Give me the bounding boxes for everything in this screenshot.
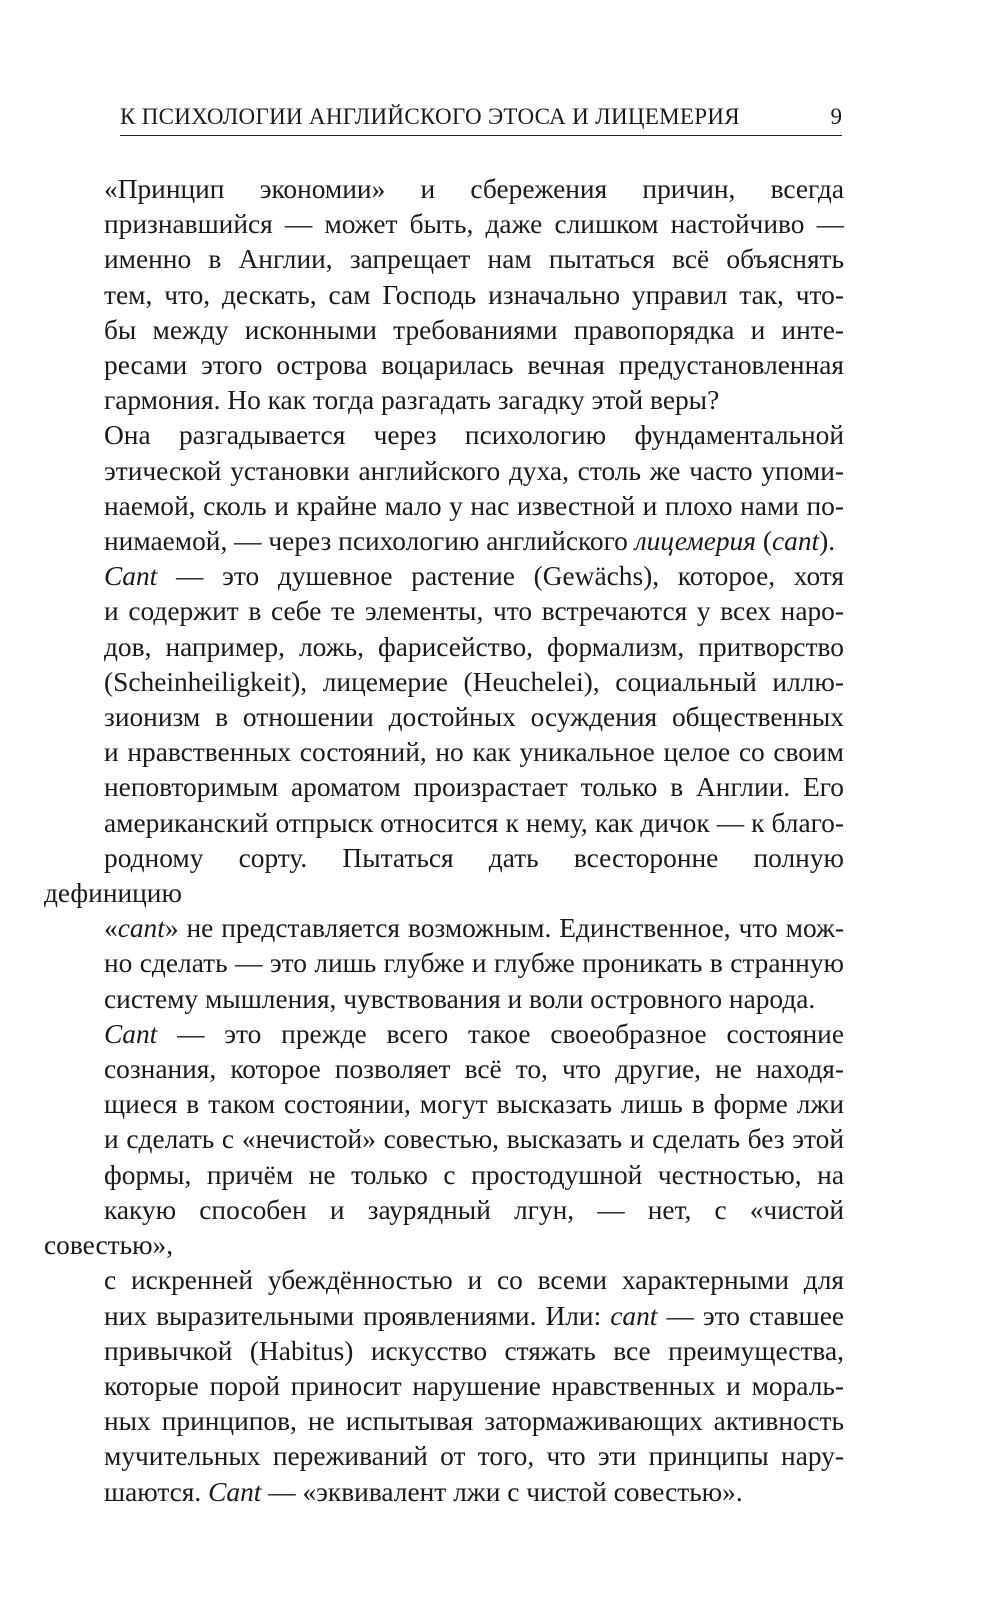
text-line: и содержит в себе те элементы, что встречаются у всех наро-: [104, 596, 844, 627]
text-run: — это ставшее: [657, 1300, 845, 1331]
text-line: ресами этого острова воцарилась вечная предустановленная: [104, 350, 844, 381]
text-line: гармония. Но как тогда разгадать загадку этой веры?: [104, 385, 720, 416]
body-text: [44, 172, 844, 1510]
text-line: ных принципов, не испытывая затормаживающих активность: [104, 1406, 844, 1437]
text-run: — это прежде всего такое своеобразное состояние: [157, 1018, 844, 1049]
text-line: (Scheinheiligkeit), лицемерие (Heuchelei), социальный иллю-: [104, 666, 844, 697]
text-run: — это душевное растение (Gewächs), которое, хотя: [157, 561, 844, 592]
text-run: — «эквивалент лжи с чистой совестью».: [261, 1476, 743, 1507]
page-number: 9: [830, 104, 842, 129]
italic-term: лицемерия: [634, 526, 756, 557]
text-line: наемой, сколь и крайне мало у нас известной и плохо нами по-: [104, 490, 844, 521]
text-line: «Принцип экономии» и сбережения причин, всегда: [104, 174, 844, 204]
text-line: дов, например, ложь, фарисейство, формализм, притворство: [104, 631, 844, 662]
italic-term: Cant: [208, 1476, 262, 1507]
text-run: них выразительными проявлениями. Или:: [104, 1300, 611, 1331]
text-line: с искренней убеждённостью и со всеми характерными для: [104, 1265, 844, 1296]
text-run: (: [755, 526, 772, 557]
text-line: и сделать с «нечистой» совестью, высказать и сделать без этой: [104, 1124, 844, 1155]
text-line: привычкой (Habitus) искусство стяжать все преимущества,: [104, 1335, 844, 1366]
text-line: но сделать — это лишь глубже и глубже проникать в странную: [104, 948, 844, 979]
italic-term: cant: [610, 1300, 658, 1331]
text-line: [44, 559, 844, 594]
text-line: американский отпрыск относится к нему, как дичок — к благо-: [104, 807, 844, 838]
text-line: систему мышления, чувствования и воли островного народа.: [104, 983, 816, 1014]
running-header: [120, 95, 842, 136]
text-line: какую способен и заурядный лгун, — нет, с «чистой совестью»,: [44, 1194, 844, 1261]
text-line: [44, 1299, 844, 1334]
text-line: этической установки английского духа, столь же часто упоми-: [104, 455, 844, 486]
text-line: Она разгадывается через психологию фундаментальной: [104, 420, 844, 451]
text-line: родному сорту. Пытаться дать всесторонне полную дефиницию: [44, 842, 844, 909]
italic-term: Cant: [104, 561, 158, 592]
paragraph-1: [44, 172, 844, 418]
text-line: сознания, которое позволяет всё то, что другие, не находя-: [104, 1054, 844, 1085]
text-run: » не представляется возможным. Единственное, что мож-: [164, 913, 844, 944]
text-run: ).: [819, 526, 836, 557]
paragraph-2: [44, 418, 844, 559]
text-line: [44, 911, 844, 946]
text-line: зионизм в отношении достойных осуждения общественных: [104, 702, 844, 733]
text-run: нимаемой, — через психологию английского: [104, 526, 635, 557]
text-line: мучительных переживаний от того, что эти принципы нару-: [104, 1441, 844, 1472]
italic-term: Cant: [104, 1018, 158, 1049]
text-line: [44, 1017, 844, 1052]
italic-term: cant: [117, 913, 165, 944]
text-line: щиеся в таком состоянии, могут высказать лишь в форме лжи: [104, 1089, 844, 1120]
text-line: и нравственных состояний, но как уникальное целое со своим: [104, 737, 844, 768]
text-line: [44, 524, 844, 559]
text-line: тем, что, дескать, сам Господь изначально управил так, что-: [104, 279, 844, 310]
text-run: «: [104, 913, 118, 944]
text-line: [44, 1475, 844, 1510]
text-line: бы между исконными требованиями правопорядка и инте-: [104, 314, 844, 345]
text-line: признавшийся — может быть, даже слишком настойчиво —: [104, 209, 844, 240]
text-line: которые порой приносит нарушение нравственных и мораль-: [104, 1370, 844, 1401]
text-line: именно в Англии, запрещает нам пытаться всё объяснять: [104, 244, 844, 275]
text-run: шаются.: [104, 1476, 209, 1507]
text-line: формы, причём не только с простодушной честностью, на: [104, 1159, 844, 1190]
text-line: неповторимым ароматом произрастает только в Англии. Его: [104, 772, 844, 803]
italic-term: cant: [771, 526, 820, 557]
paragraph-4: [44, 1017, 844, 1510]
running-title: К ПСИХОЛОГИИ АНГЛИЙСКОГО ЭТОСА И ЛИЦЕМЕРИЯ: [120, 104, 740, 129]
paragraph-3: [44, 559, 844, 1017]
